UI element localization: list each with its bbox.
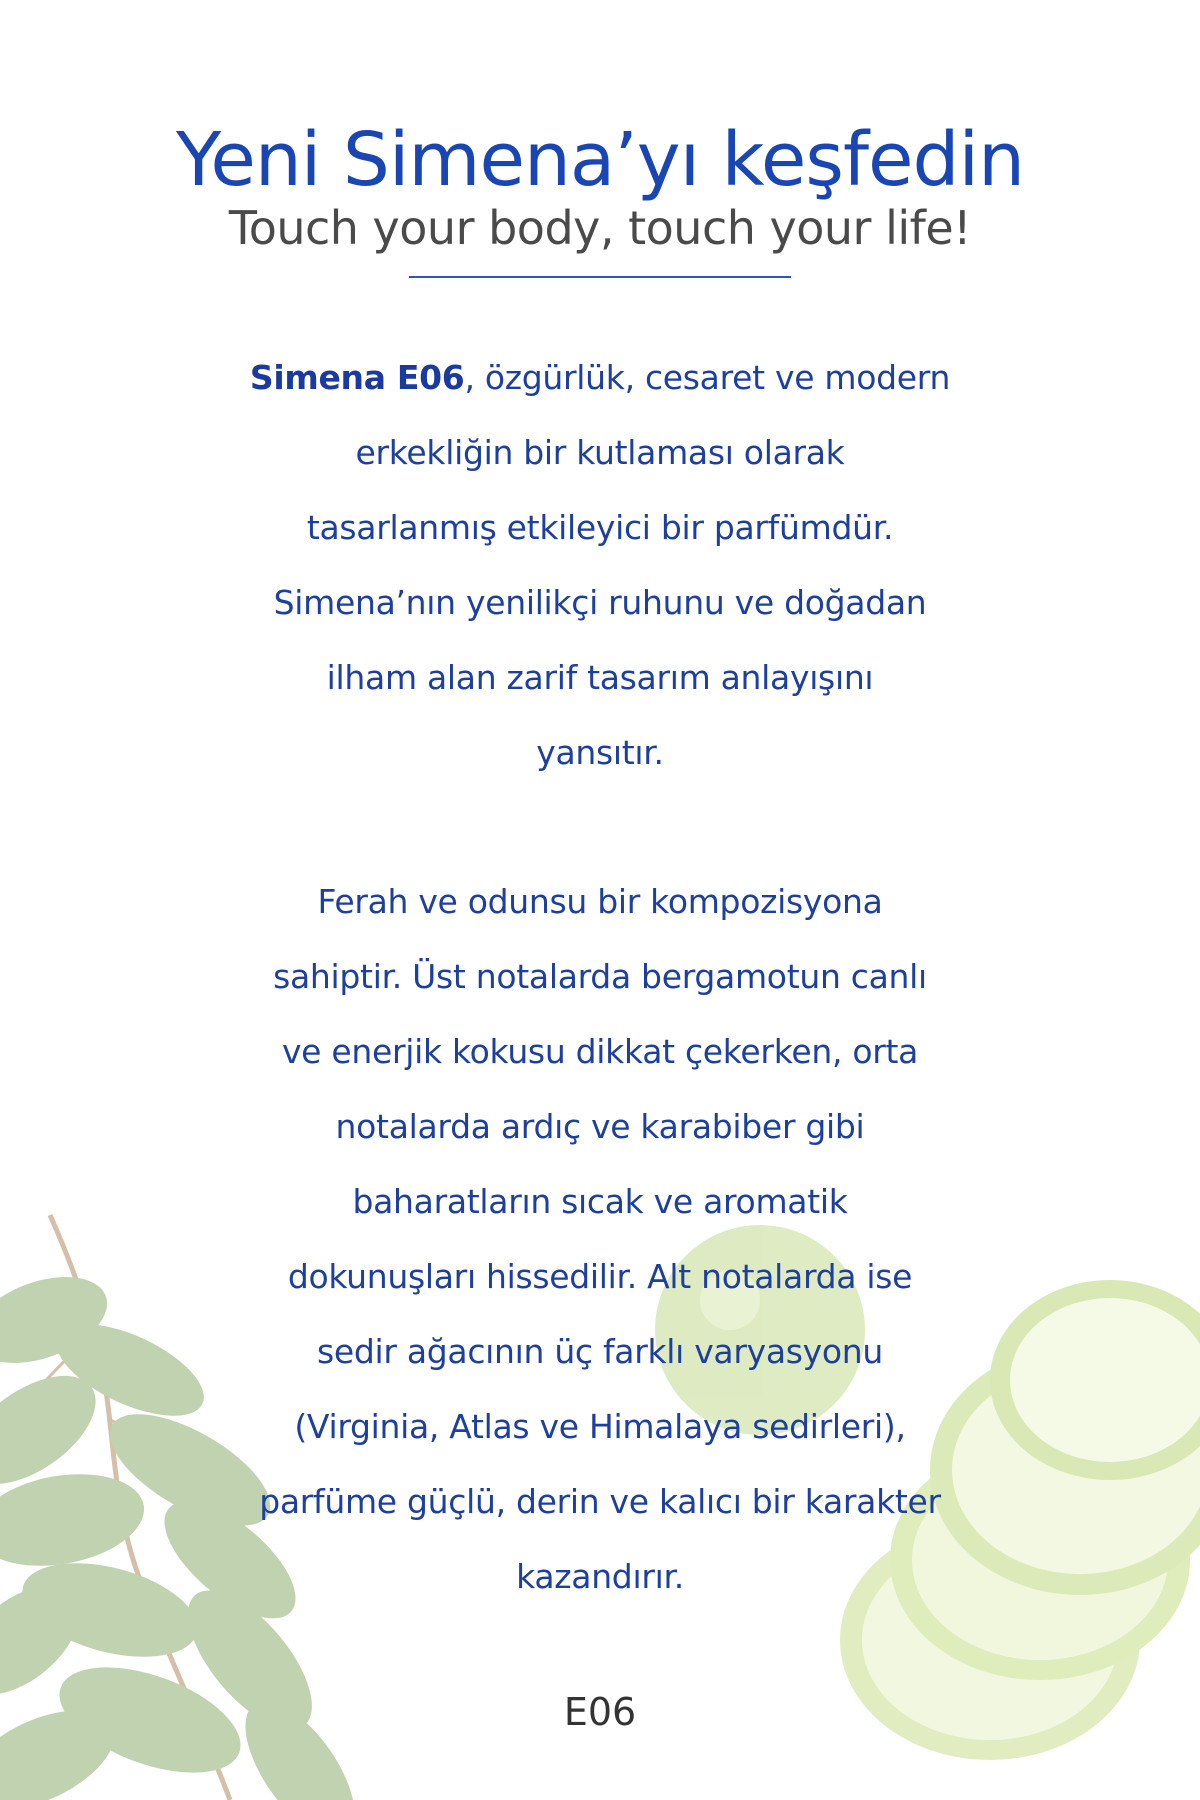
- paragraph-line: [240, 340, 960, 415]
- paragraph-line: tasarlanmış etkileyici bir parfümdür.: [306, 508, 894, 547]
- paragraph-line: Ferah ve odunsu bir kompozisyona: [317, 882, 883, 921]
- paragraph-line: ve enerjik kokusu dikkat çekerken, orta: [281, 1032, 919, 1071]
- paragraph-line: parfüme güçlü, derin ve kalıcı bir karakter: [259, 1482, 941, 1521]
- description-paragraph-1: [240, 340, 960, 790]
- paragraph-line: erkekliğin bir kutlaması olarak: [355, 433, 845, 472]
- description-paragraph-2: [240, 864, 960, 1614]
- page-title: Yeni Simena’yı keşfedin: [176, 117, 1024, 203]
- header: [0, 118, 1200, 254]
- brand-name: Simena E06: [249, 358, 465, 397]
- paragraph-line: baharatların sıcak ve aromatik: [352, 1182, 848, 1221]
- page-subtitle: Touch your body, touch your life!: [228, 201, 972, 255]
- paragraph-line: Simena’nın yenilikçi ruhunu ve doğadan: [273, 583, 927, 622]
- paragraph-line: ilham alan zarif tasarım anlayışını: [326, 658, 874, 697]
- paragraph-line: sahiptir. Üst notalarda bergamotun canlı: [273, 957, 927, 996]
- paragraph-line: dokunuşları hissedilir. Alt notalarda ise: [287, 1257, 913, 1296]
- product-code: E06: [563, 1690, 637, 1734]
- title-divider: [409, 276, 791, 278]
- paragraph-line: yansıtır.: [536, 733, 664, 772]
- paragraph-line: sedir ağacının üç farklı varyasyonu: [316, 1332, 884, 1371]
- paragraph-line: kazandırır.: [516, 1557, 684, 1596]
- paragraph-line-text: , özgürlük, cesaret ve modern: [464, 358, 951, 397]
- paragraph-line: notalarda ardıç ve karabiber gibi: [335, 1107, 865, 1146]
- paragraph-line: (Virginia, Atlas ve Himalaya sedirleri),: [294, 1407, 906, 1446]
